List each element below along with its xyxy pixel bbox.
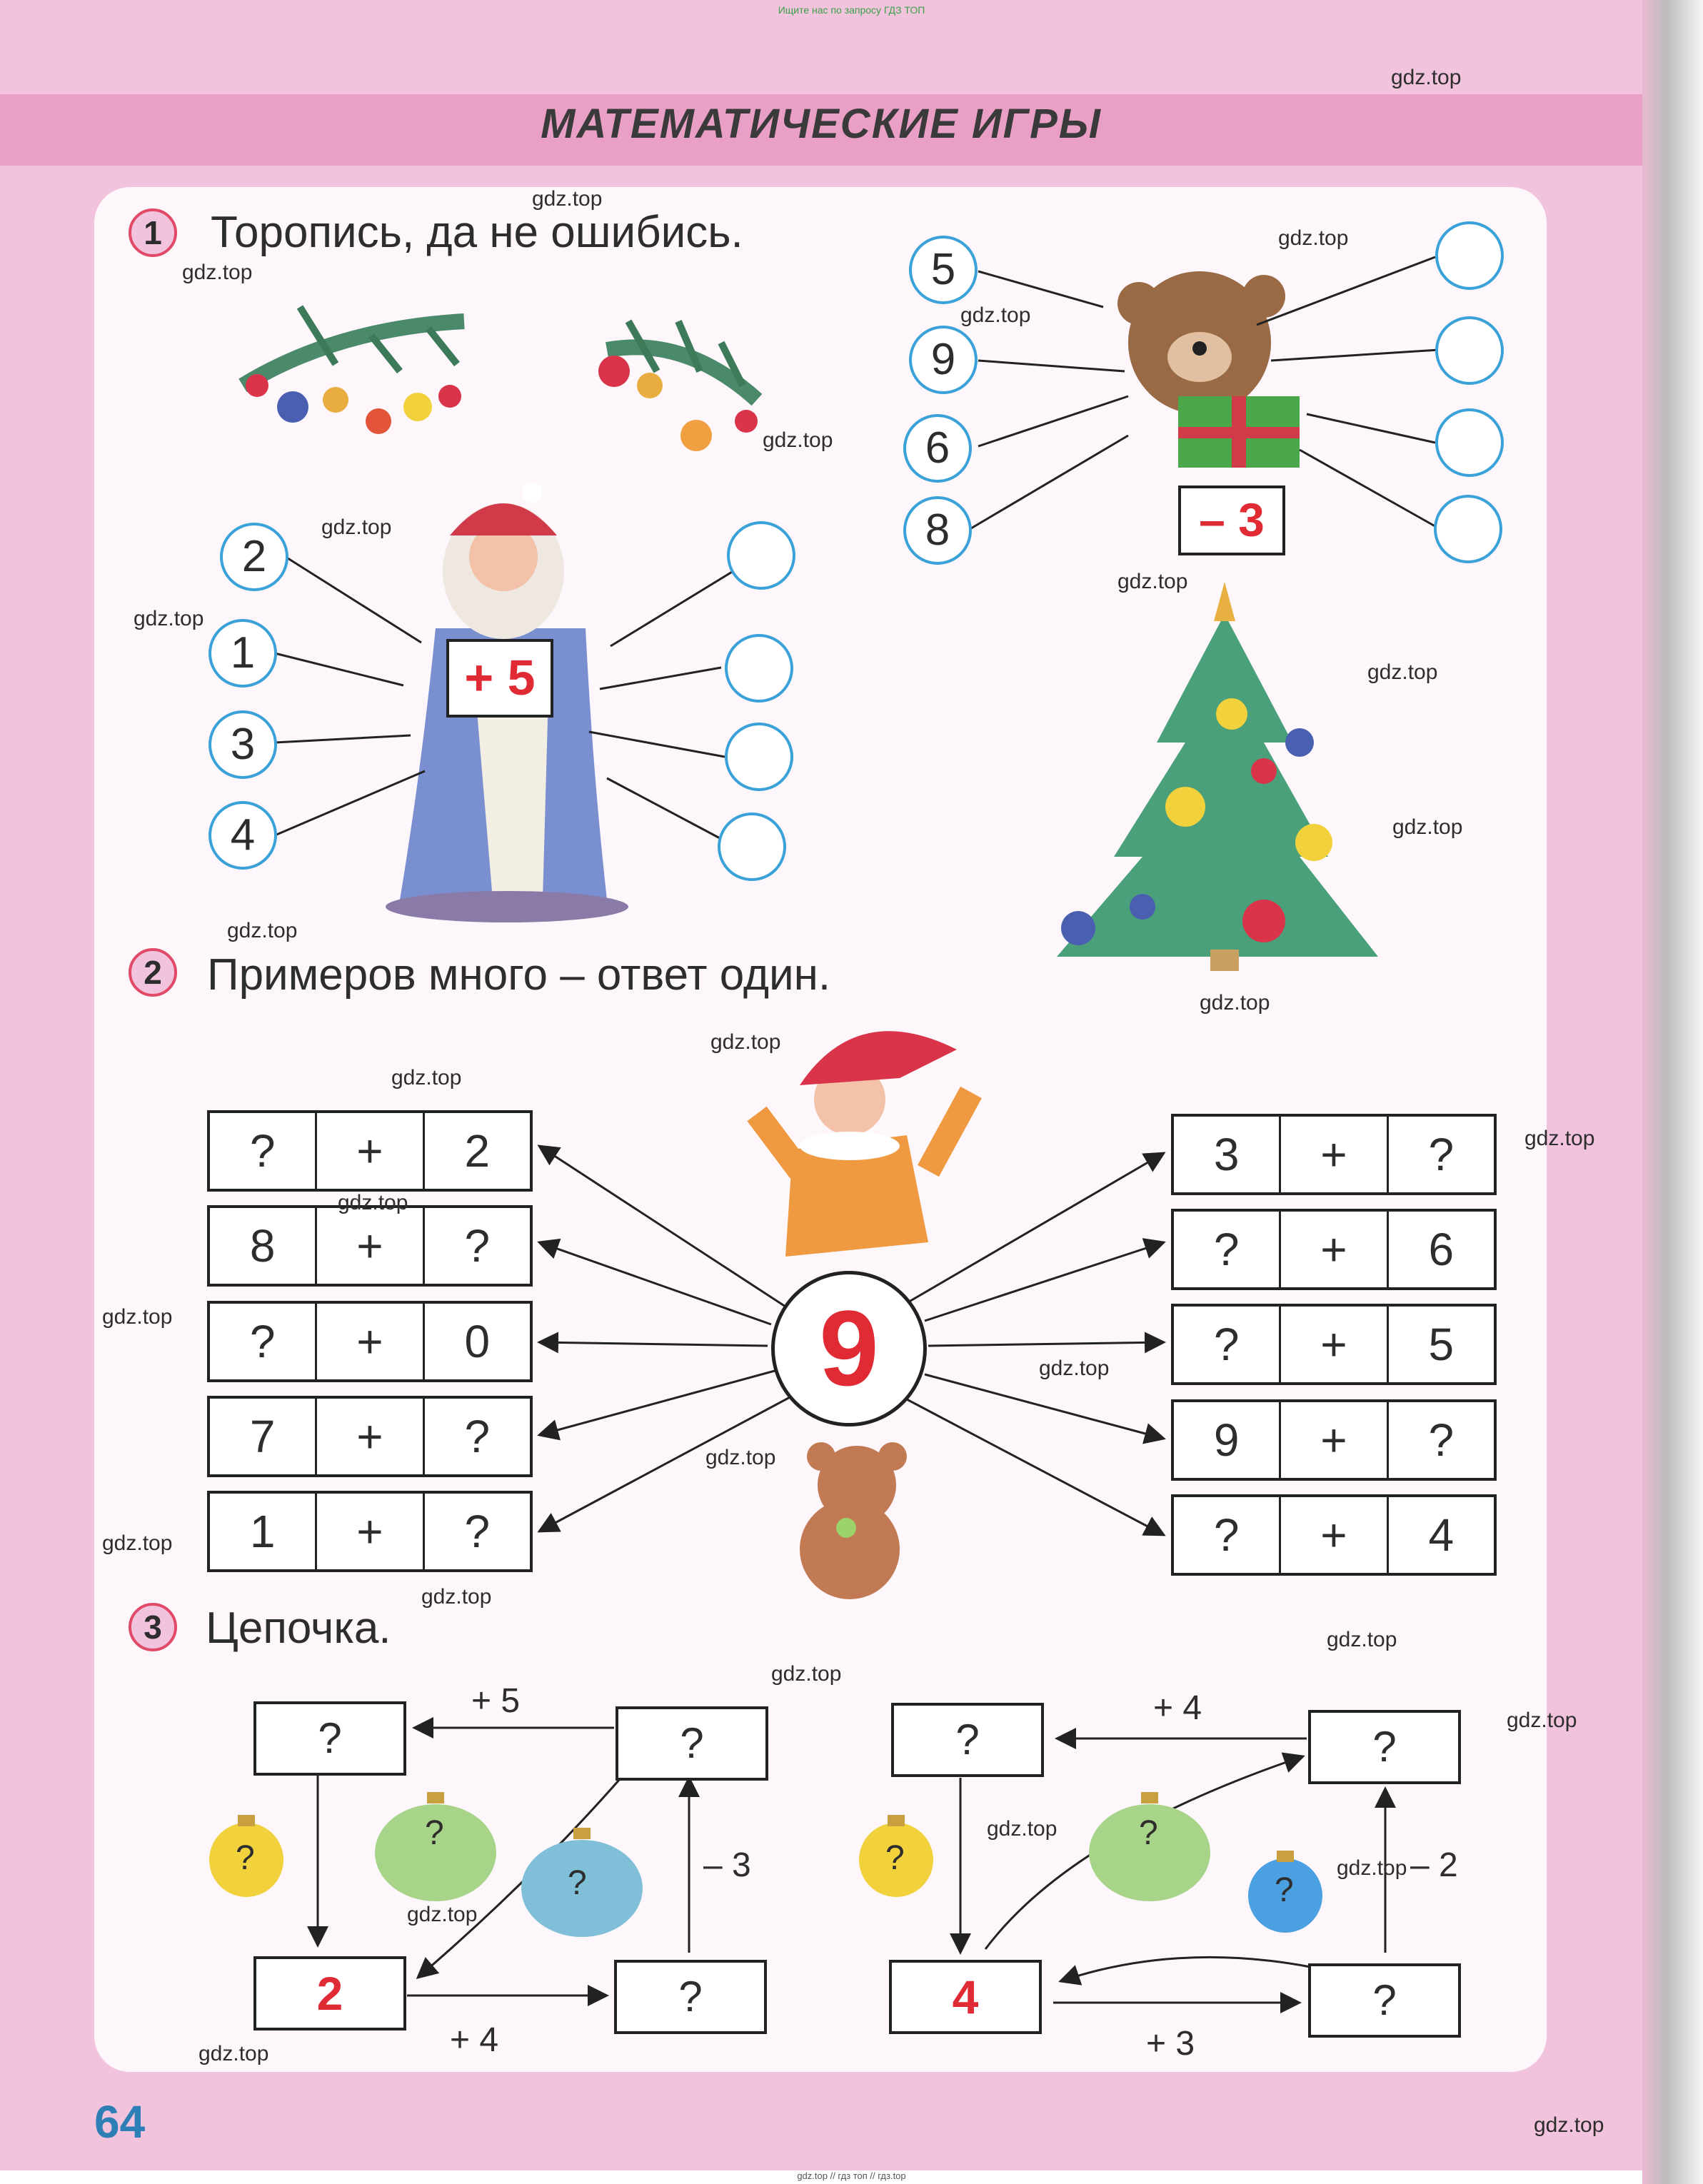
santa-input-circle-3: 3 [209, 710, 277, 779]
watermark-text: gdz.top [960, 303, 1031, 327]
bear-answer-circle-4[interactable] [1434, 495, 1502, 563]
equation-cell: + [317, 1304, 424, 1379]
chain2-op-right: – 2 [1410, 1846, 1458, 1884]
santa-input-circle-4: 4 [209, 801, 277, 870]
santa-operator-sign: + 5 [446, 639, 553, 718]
right-equation-row-1 [1171, 1114, 1497, 1195]
santa-answer-circle-1[interactable] [727, 521, 795, 590]
watermark-text: gdz.top [391, 1066, 462, 1090]
bear-input-circle-3: 6 [903, 414, 972, 483]
task3-instruction: Цепочка. [206, 1604, 391, 1653]
task2-instruction: Примеров много – ответ один. [207, 950, 831, 1000]
watermark-text: gdz.top [1392, 815, 1463, 839]
header-note: Ищите нас по запросу ГДЗ ТОП [778, 4, 925, 16]
task1-number: 1 [129, 208, 177, 257]
chain1-ball-label-1[interactable]: ? [236, 1839, 255, 1877]
equation-cell[interactable]: ? [210, 1113, 317, 1189]
bear-input-circle-1: 5 [909, 236, 978, 304]
santa-answer-circle-3[interactable] [725, 723, 793, 791]
task3-number: 3 [129, 1603, 177, 1651]
equation-cell[interactable]: ? [1174, 1212, 1281, 1287]
watermark-text: gdz.top [763, 428, 833, 452]
equation-cell[interactable]: ? [464, 1506, 491, 1557]
watermark-text: gdz.top [199, 2042, 269, 2065]
equation-cell[interactable]: ? [1174, 1307, 1281, 1382]
chain1-op-top: + 5 [471, 1682, 521, 1720]
equation-cell: + [1281, 1307, 1388, 1382]
watermark-text: gdz.top [532, 187, 603, 211]
chain1-op-right: – 3 [703, 1846, 751, 1884]
santa-input-circle-1: 2 [220, 523, 288, 591]
watermark-text: gdz.top [987, 1817, 1058, 1841]
watermark-text: gdz.top [134, 607, 204, 630]
chain2-ball-label-1[interactable]: ? [885, 1839, 905, 1877]
watermark-text: gdz.top [102, 1531, 173, 1555]
watermark-text: gdz.top [407, 1903, 478, 1926]
watermark-text: gdz.top [1367, 660, 1438, 684]
chain1-box-bottom-right[interactable]: ? [614, 1960, 767, 2034]
equation-cell: 9 [1174, 1402, 1281, 1478]
left-equation-row-4 [207, 1396, 533, 1477]
page-title: МАТЕМАТИЧЕСКИЕ ИГРЫ [541, 101, 1102, 147]
equation-cell: + [1281, 1117, 1388, 1192]
chain1-op-bottom: + 4 [450, 2021, 499, 2059]
bear-answer-circle-1[interactable] [1435, 221, 1504, 290]
pine-branch-left-illustration [243, 307, 464, 434]
bear-input-circle-4: 8 [903, 496, 972, 565]
equation-cell: 5 [1428, 1319, 1455, 1370]
equation-cell: + [317, 1208, 424, 1284]
watermark-text: gdz.top [771, 1662, 842, 1686]
bear-operator-sign: – 3 [1178, 485, 1285, 555]
gnome-illustration [757, 1031, 971, 1257]
bear-answer-circle-2[interactable] [1435, 316, 1504, 385]
chain2-start-box: 4 [889, 1960, 1042, 2034]
equation-cell: + [317, 1113, 424, 1189]
equation-cell: + [1281, 1497, 1388, 1573]
watermark-text: gdz.top [1278, 226, 1349, 250]
left-equation-row-1 [207, 1110, 533, 1192]
equation-cell: 6 [1428, 1224, 1455, 1275]
bear-input-circle-2: 9 [909, 326, 978, 394]
watermark-text: gdz.top [1524, 1127, 1595, 1150]
chain2-box-bottom-right[interactable]: ? [1308, 1963, 1461, 2038]
chain1-box-top-left[interactable]: ? [253, 1701, 406, 1776]
right-equation-row-4 [1171, 1399, 1497, 1481]
watermark-text: gdz.top [1507, 1709, 1577, 1732]
watermark-text: gdz.top [710, 1030, 781, 1054]
chain2-box-top-right[interactable]: ? [1308, 1710, 1461, 1784]
equation-cell: 1 [210, 1494, 317, 1569]
chain1-box-top-right[interactable]: ? [616, 1706, 768, 1781]
watermark-text: gdz.top [1117, 570, 1188, 593]
equation-cell: 7 [210, 1399, 317, 1474]
watermark-text: gdz.top [102, 1305, 173, 1329]
chain2-ball-label-3[interactable]: ? [1275, 1871, 1294, 1909]
small-teddy-bear-illustration [800, 1442, 907, 1599]
right-equation-row-2 [1171, 1209, 1497, 1290]
christmas-tree-illustration [1057, 582, 1378, 971]
equation-cell: 2 [464, 1125, 491, 1177]
chain1-start-box: 2 [253, 1956, 406, 2030]
santa-answer-circle-4[interactable] [718, 812, 786, 881]
equation-cell: 0 [464, 1316, 491, 1367]
chain2-ball-label-2[interactable]: ? [1139, 1814, 1158, 1852]
chain1-ball-label-2[interactable]: ? [425, 1814, 444, 1852]
watermark-text: gdz.top [1534, 2113, 1604, 2137]
bear-answer-circle-3[interactable] [1435, 408, 1504, 477]
chain2-ornaments [859, 1792, 1322, 1933]
watermark-text: gdz.top [1200, 991, 1270, 1015]
equation-cell: 3 [1174, 1117, 1281, 1192]
chain2-box-top-left[interactable]: ? [891, 1703, 1044, 1777]
watermark-text: gdz.top [1327, 1628, 1397, 1651]
page-number: 64 [94, 2096, 146, 2148]
equation-cell: 4 [1428, 1509, 1455, 1561]
equation-cell: + [317, 1494, 424, 1569]
chain2-op-bottom: + 3 [1146, 2025, 1195, 2063]
right-equation-row-5 [1171, 1494, 1497, 1576]
pine-branch-right-illustration [598, 321, 758, 451]
task2-number: 2 [129, 948, 177, 997]
watermark-text: gdz.top [338, 1191, 408, 1214]
left-equation-row-2 [207, 1205, 533, 1287]
right-equation-row-3 [1171, 1304, 1497, 1385]
task2-center-number: 9 [771, 1271, 927, 1426]
santa-answer-circle-2[interactable] [725, 634, 793, 703]
equation-cell[interactable]: ? [1174, 1497, 1281, 1573]
equation-cell[interactable]: ? [210, 1304, 317, 1379]
teddy-bear-with-gift-illustration [1117, 271, 1300, 468]
watermark-text: gdz.top [182, 261, 253, 284]
equation-cell: 8 [210, 1208, 317, 1284]
equation-cell[interactable]: ? [1428, 1129, 1455, 1180]
watermark-text: gdz.top [421, 1585, 492, 1609]
left-equation-row-5 [207, 1491, 533, 1572]
equation-cell: + [1281, 1402, 1388, 1478]
watermark-text: gdz.top [227, 919, 298, 942]
equation-cell: + [1281, 1212, 1388, 1287]
santa-input-circle-2: 1 [209, 619, 277, 688]
watermark-text: gdz.top [1391, 66, 1462, 89]
chain1-ball-label-3[interactable]: ? [568, 1864, 587, 1902]
watermark-text: gdz.top [1337, 1856, 1407, 1880]
task1-instruction: Торопись, да не ошибись. [211, 208, 743, 257]
watermark-text: gdz.top [321, 515, 392, 539]
left-equation-row-3 [207, 1301, 533, 1382]
equation-cell[interactable]: ? [464, 1411, 491, 1462]
watermark-text: gdz.top [705, 1446, 776, 1469]
equation-cell[interactable]: ? [1428, 1414, 1455, 1466]
footer-note: gdz.top // гдз топ // гдз.top [797, 2170, 906, 2181]
watermark-text: gdz.top [1039, 1357, 1110, 1380]
chain2-op-top: + 4 [1153, 1689, 1202, 1727]
equation-cell: + [317, 1399, 424, 1474]
equation-cell[interactable]: ? [464, 1220, 491, 1272]
